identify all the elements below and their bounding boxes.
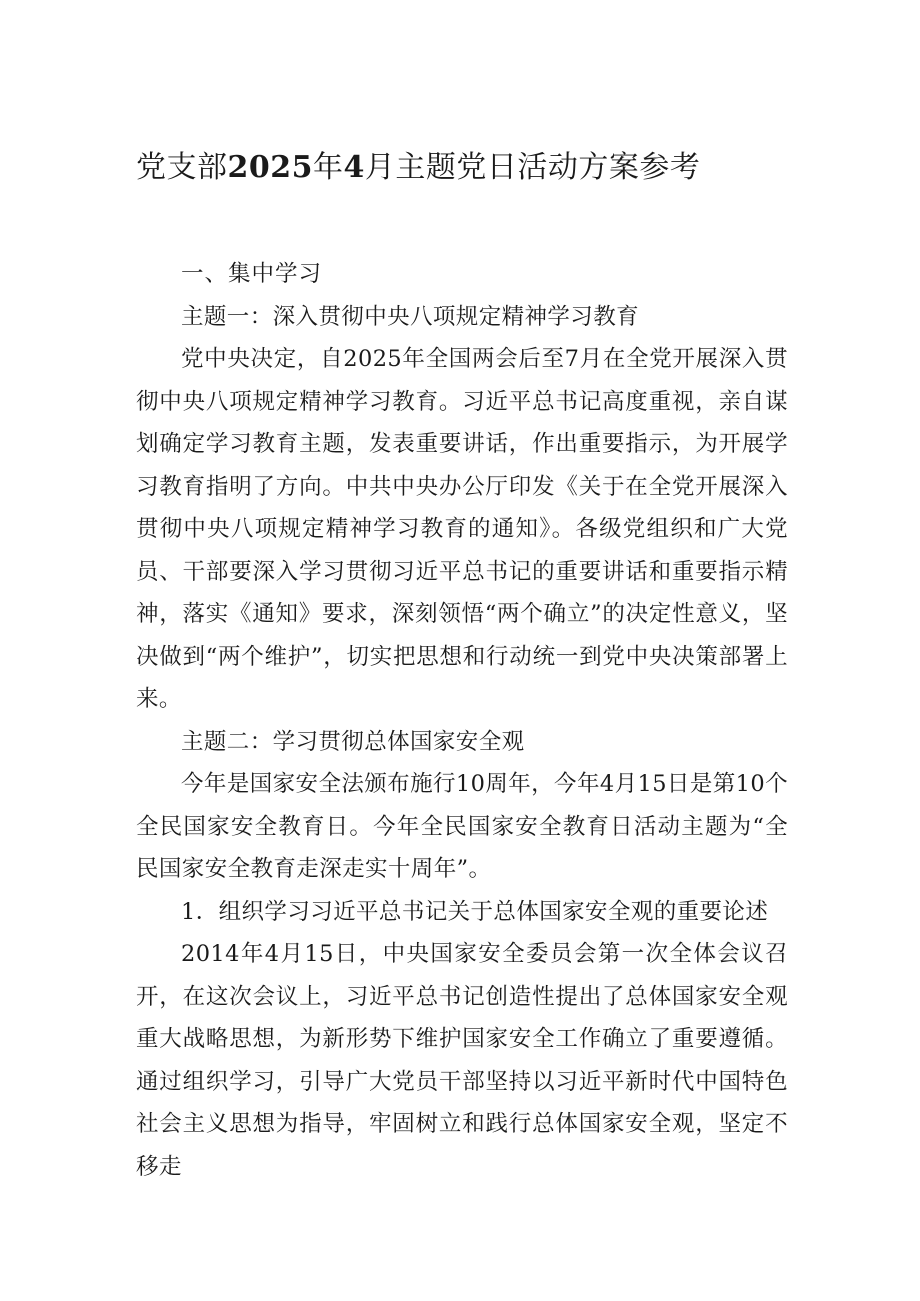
title-prefix: 党支部 (136, 150, 228, 185)
paragraph-holistic-security-concept: 2014年4月15日，中央国家安全委员会第一次全体会议召开，在这次会议上，习近平总书记创造性提出了总体国家安全观重大战略思想，为新形势下维护国家安全工作确立了重要遵循。通过组织学习，引导广大党员干部坚持以习近平新时代中国特色社会主义思想为指导，牢固树立和践行总体国家安全观，坚定不移走 (136, 941, 788, 1180)
paragraph-eight-point-regulations: 党中央决定，自2025年全国两会后至7月在全党开展深入贯彻中央八项规定精神学习教育。习近平总书记高度重视，亲自谋划确定学习教育主题，发表重要讲话，作出重要指示，为开展学习教育指明了方向。中共中央办公厅印发《关于在全党开展深入贯彻中央八项规定精神学习教育的通知》。各级党组织和广大党员、干部要深入学习贯彻习近平总书记的重要讲话和重要指示精神，落实《通知》要求，深刻领悟“两个确立”的决定性意义，坚决做到“两个维护”，切实把思想和行动统一到党中央决策部署上来。 (136, 346, 788, 712)
title-month: 4 (343, 150, 365, 185)
title-mid: 年 (313, 150, 344, 185)
topic-two-heading: 主题二：学习贯彻总体国家安全观 (181, 728, 525, 755)
document-title (136, 146, 836, 190)
paragraph-national-security-day: 今年是国家安全法颁布施行10周年，今年4月15日是第10个全民国家安全教育日。今年全民国家安全教育日活动主题为“全民国家安全教育走深走实十周年”。 (136, 771, 788, 882)
title-year: 2025 (227, 150, 313, 185)
topic-one-heading: 主题一：深入贯彻中央八项规定精神学习教育 (181, 303, 640, 330)
document-body (136, 253, 788, 1188)
title-suffix: 月主题党日活动方案参考 (364, 150, 701, 185)
section-heading-centralized-study: 一、集中学习 (181, 261, 323, 287)
subheading-organize-study: 1．组织学习习近平总书记关于总体国家安全观的重要论述 (181, 898, 769, 925)
